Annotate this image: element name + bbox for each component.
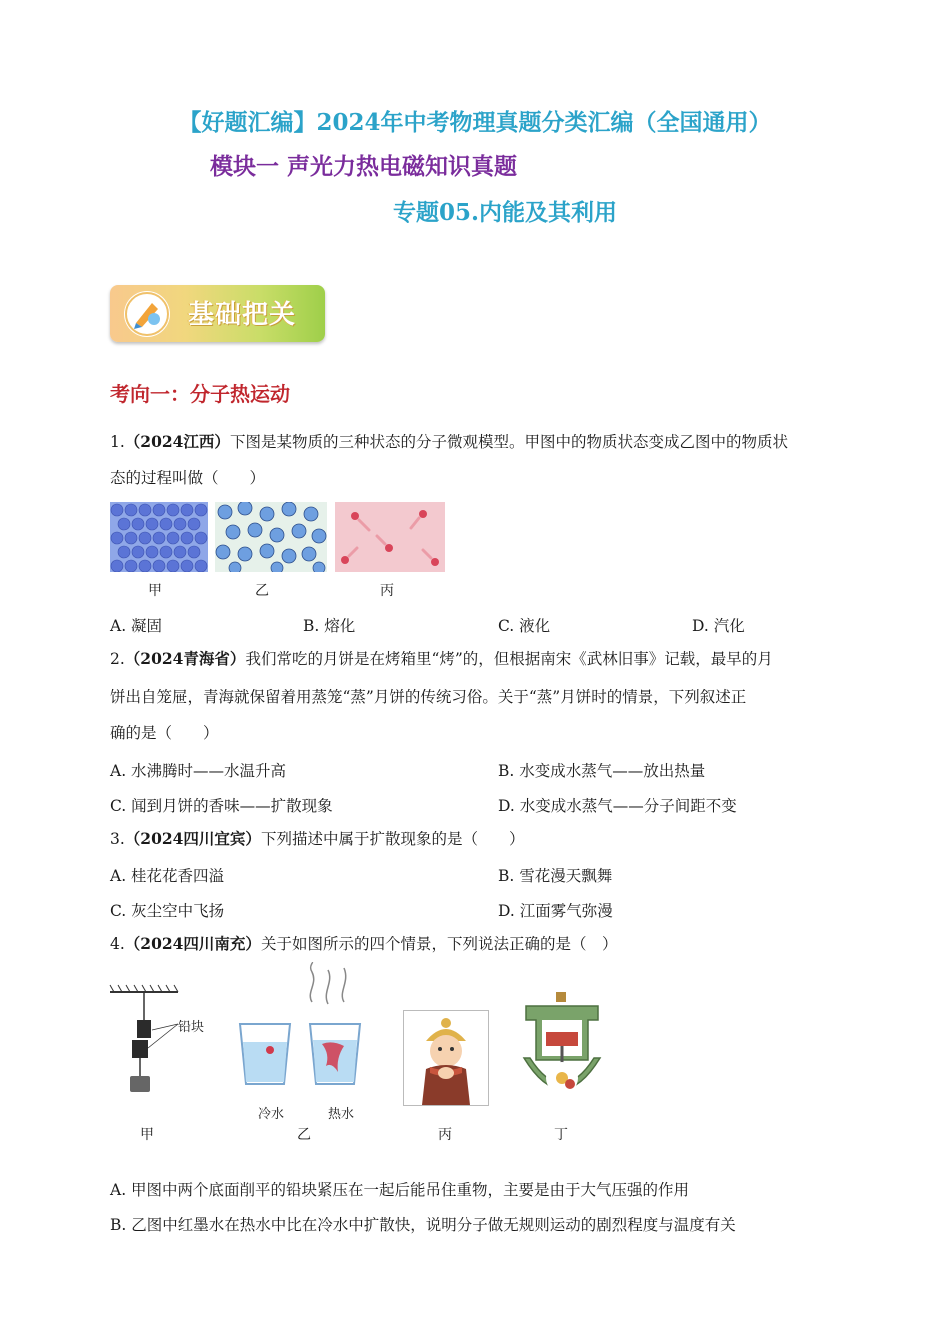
lead-blocks-figure — [108, 982, 218, 1102]
q1-option-d: D. 汽化 — [692, 617, 745, 635]
pen-badge-icon — [124, 291, 170, 337]
q4-figure-label-yi: 乙 — [297, 1127, 311, 1143]
question-source: （2024四川宜宾） — [124, 829, 261, 848]
figure-label-jia: 甲 — [148, 583, 162, 599]
q4-figure-label-bing: 丙 — [438, 1127, 452, 1143]
banner-label: 基础把关 — [188, 300, 297, 330]
module-title: 模块一 声光力热电磁知识真题 — [210, 153, 518, 180]
question-2-line-3: 确的是（ ） — [110, 724, 219, 742]
q3-option-b: B. 雪花漫天飘舞 — [498, 867, 613, 885]
question-stem: 下图是某物质的三种状态的分子微观模型。甲图中的物质状态变成乙图中的物质状 — [229, 433, 788, 451]
question-1-line-1 — [110, 432, 788, 452]
question-2-line-2: 饼出自笼屉，青海就保留着用蒸笼“蒸”月饼的传统习俗。关于“蒸”月饼时的情景，下列叙述正 — [110, 688, 747, 706]
q2-option-b: B. 水变成水蒸气——放出热量 — [498, 762, 706, 780]
basic-level-banner — [110, 285, 325, 342]
q1-option-a: A. 凝固 — [110, 617, 163, 635]
q1-option-b: B. 熔化 — [303, 617, 356, 635]
question-3-line-1 — [110, 829, 524, 849]
figure-label-yi: 乙 — [255, 583, 269, 599]
cold-water-label: 冷水 — [258, 1107, 285, 1122]
figure-label-bing: 丙 — [380, 583, 394, 599]
lead-block-label: 铅块 — [178, 1020, 205, 1035]
question-source: （2024青海省） — [124, 649, 246, 668]
hot-water-label: 热水 — [328, 1107, 355, 1122]
q3-option-c: C. 灰尘空中飞扬 — [110, 902, 225, 920]
section-heading: 考向一：分子热运动 — [110, 382, 290, 406]
q1-option-c: C. 液化 — [498, 617, 551, 635]
liquid-molecule-figure — [215, 502, 327, 572]
solid-molecule-figure — [110, 502, 208, 572]
document-title: 【好题汇编】2024年中考物理真题分类汇编（全国通用） — [178, 109, 772, 136]
question-stem: 关于如图所示的四个情景，下列说法正确的是（ ） — [260, 935, 618, 953]
question-number: 4. — [110, 935, 125, 953]
q4-option-a: A. 甲图中两个底面削平的铅块紧压在一起后能吊住重物，主要是由于大气压强的作用 — [110, 1181, 690, 1199]
question-number: 1. — [110, 433, 125, 451]
beakers-figure — [232, 962, 372, 1102]
q3-option-d: D. 江面雾气弥漫 — [498, 902, 613, 920]
q2-option-d: D. 水变成水蒸气——分子间距不变 — [498, 797, 737, 815]
q4-option-b: B. 乙图中红墨水在热水中比在冷水中扩散快，说明分子做无规则运动的剧烈程度与温度有关 — [110, 1216, 736, 1234]
question-source: （2024四川南充） — [124, 934, 261, 953]
question-stem: 下列描述中属于扩散现象的是（ ） — [260, 830, 525, 848]
question-2-line-1 — [110, 649, 773, 669]
q4-figure-label-ding: 丁 — [554, 1127, 568, 1143]
q2-option-c: C. 闻到月饼的香味——扩散现象 — [110, 797, 333, 815]
question-source: （2024江西） — [124, 432, 230, 451]
q3-option-a: A. 桂花花香四溢 — [110, 867, 225, 885]
question-stem: 我们常吃的月饼是在烤箱里“烤”的，但根据南宋《武林旧事》记载，最早的月 — [245, 650, 773, 668]
question-1-line-2: 态的过程叫做（ ） — [110, 469, 266, 487]
engine-figure — [516, 990, 608, 1106]
cold-child-figure — [403, 1010, 489, 1106]
question-number: 3. — [110, 830, 125, 848]
gas-molecule-figure — [335, 502, 445, 572]
q2-option-a: A. 水沸腾时——水温升高 — [110, 762, 287, 780]
topic-title: 专题05.内能及其利用 — [392, 199, 617, 226]
q4-figure-label-jia: 甲 — [140, 1127, 154, 1143]
question-number: 2. — [110, 650, 125, 668]
question-4-line-1 — [110, 934, 617, 954]
